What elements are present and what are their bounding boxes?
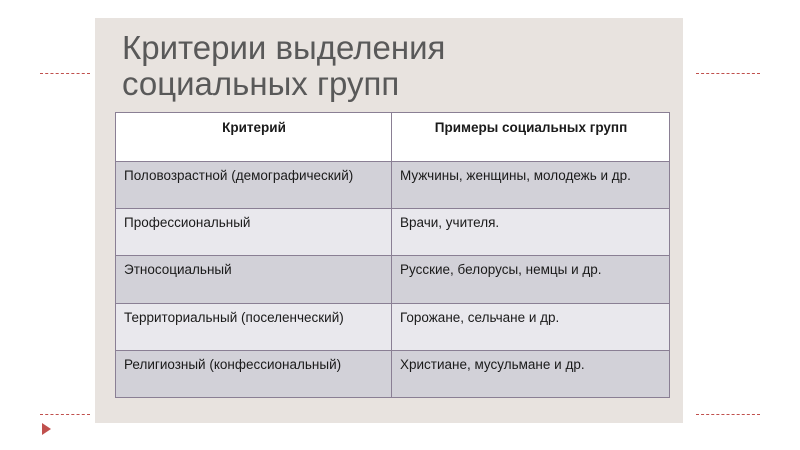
criterion-cell: Территориальный (поселенческий) [116, 303, 392, 350]
criterion-cell: Религиозный (конфессиональный) [116, 350, 392, 397]
slide-title-line-1: Критерии выделения [122, 29, 446, 66]
decorative-dashed-line-left-top [40, 73, 90, 74]
triangle-arrow-icon [42, 423, 51, 435]
column-header-examples: Примеры социальных групп [392, 113, 670, 162]
table-row [116, 209, 670, 256]
examples-cell: Врачи, учителя. [392, 209, 670, 256]
column-header-criterion: Критерий [116, 113, 392, 162]
examples-cell: Русские, белорусы, немцы и др. [392, 256, 670, 303]
examples-cell: Христиане, мусульмане и др. [392, 350, 670, 397]
slide-title-line-2: социальных групп [122, 65, 400, 102]
examples-cell: Мужчины, женщины, молодежь и др. [392, 162, 670, 209]
decorative-dashed-line-right-top [696, 73, 760, 74]
criterion-cell: Этносоциальный [116, 256, 392, 303]
decorative-dashed-line-left-bottom [40, 414, 90, 415]
criterion-cell: Профессиональный [116, 209, 392, 256]
table-row [116, 303, 670, 350]
criteria-table [115, 112, 670, 398]
table-row [116, 162, 670, 209]
slide-title [122, 30, 662, 102]
decorative-dashed-line-right-bottom [696, 414, 760, 415]
examples-cell: Горожане, сельчане и др. [392, 303, 670, 350]
table-header-row [116, 113, 670, 162]
criterion-cell: Половозрастной (демографический) [116, 162, 392, 209]
table-row [116, 256, 670, 303]
table-row [116, 350, 670, 397]
